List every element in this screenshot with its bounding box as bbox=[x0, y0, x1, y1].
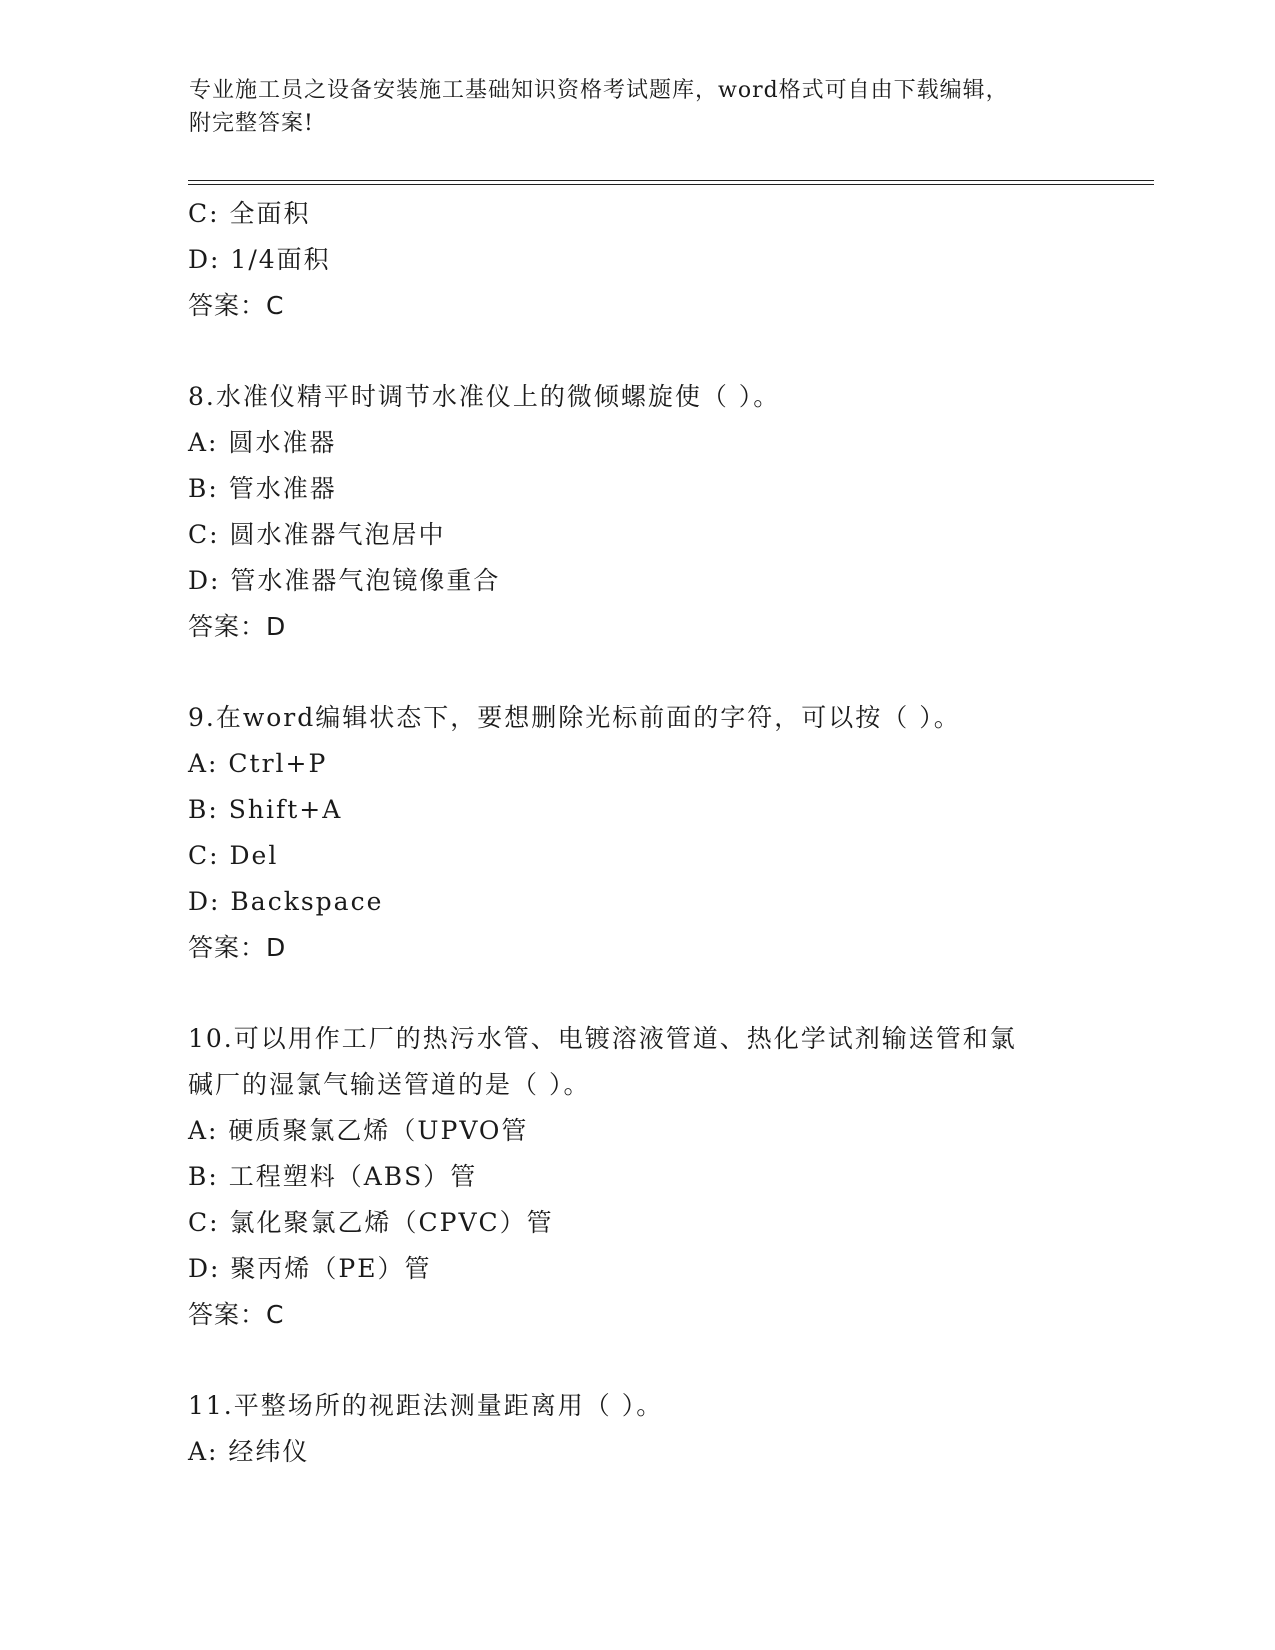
question-block-8 bbox=[188, 374, 1088, 650]
spacer bbox=[188, 650, 1088, 695]
answer: 答案：D bbox=[188, 612, 287, 641]
option-c: C: Del bbox=[188, 841, 279, 870]
question-block-9 bbox=[188, 695, 1088, 971]
question-text: 9.在word编辑状态下，要想删除光标前面的字符，可以按（ ）。 bbox=[188, 703, 961, 732]
option-a: A: 圆水准器 bbox=[188, 428, 337, 457]
header-line-2: 附完整答案! bbox=[189, 111, 314, 136]
spacer bbox=[188, 971, 1088, 1016]
spacer bbox=[188, 329, 1088, 374]
header-line-1: 专业施工员之设备安装施工基础知识资格考试题库，word格式可自由下载编辑， bbox=[189, 78, 1009, 103]
question-list bbox=[188, 191, 1088, 1475]
answer: 答案：C bbox=[188, 1300, 285, 1329]
option-c: C: 全面积 bbox=[188, 199, 311, 228]
option-d: D: Backspace bbox=[188, 887, 384, 916]
option-c: C: 氯化聚氯乙烯（CPVC）管 bbox=[188, 1208, 554, 1237]
option-b: B: Shift+A bbox=[188, 795, 343, 824]
option-d: D: 1/4面积 bbox=[188, 245, 331, 274]
header-divider bbox=[188, 180, 1154, 185]
option-d: D: 管水准器气泡镜像重合 bbox=[188, 566, 501, 595]
answer: 答案：D bbox=[188, 933, 287, 962]
question-text-line-1: 10.可以用作工厂的热污水管、电镀溶液管道、热化学试剂输送管和氯 bbox=[188, 1024, 1017, 1053]
question-text-line-2: 碱厂的湿氯气输送管道的是（ ）。 bbox=[188, 1070, 591, 1099]
spacer bbox=[188, 1338, 1088, 1383]
question-block-10 bbox=[188, 1016, 1088, 1338]
option-d: D: 聚丙烯（PE）管 bbox=[188, 1254, 432, 1283]
document-header bbox=[189, 74, 1089, 140]
option-a: A: Ctrl+P bbox=[188, 749, 328, 778]
question-text: 8.水准仪精平时调节水准仪上的微倾螺旋使（ ）。 bbox=[188, 382, 781, 411]
answer: 答案：C bbox=[188, 291, 285, 320]
option-b: B: 管水准器 bbox=[188, 474, 337, 503]
option-b: B: 工程塑料（ABS）管 bbox=[188, 1162, 478, 1191]
option-a: A: 硬质聚氯乙烯（UPVO管 bbox=[188, 1116, 529, 1145]
question-block-7 bbox=[188, 191, 1088, 329]
option-c: C: 圆水准器气泡居中 bbox=[188, 520, 446, 549]
option-a: A: 经纬仪 bbox=[188, 1437, 310, 1466]
question-text: 11.平整场所的视距法测量距离用（ ）。 bbox=[188, 1391, 664, 1420]
question-block-11 bbox=[188, 1383, 1088, 1475]
